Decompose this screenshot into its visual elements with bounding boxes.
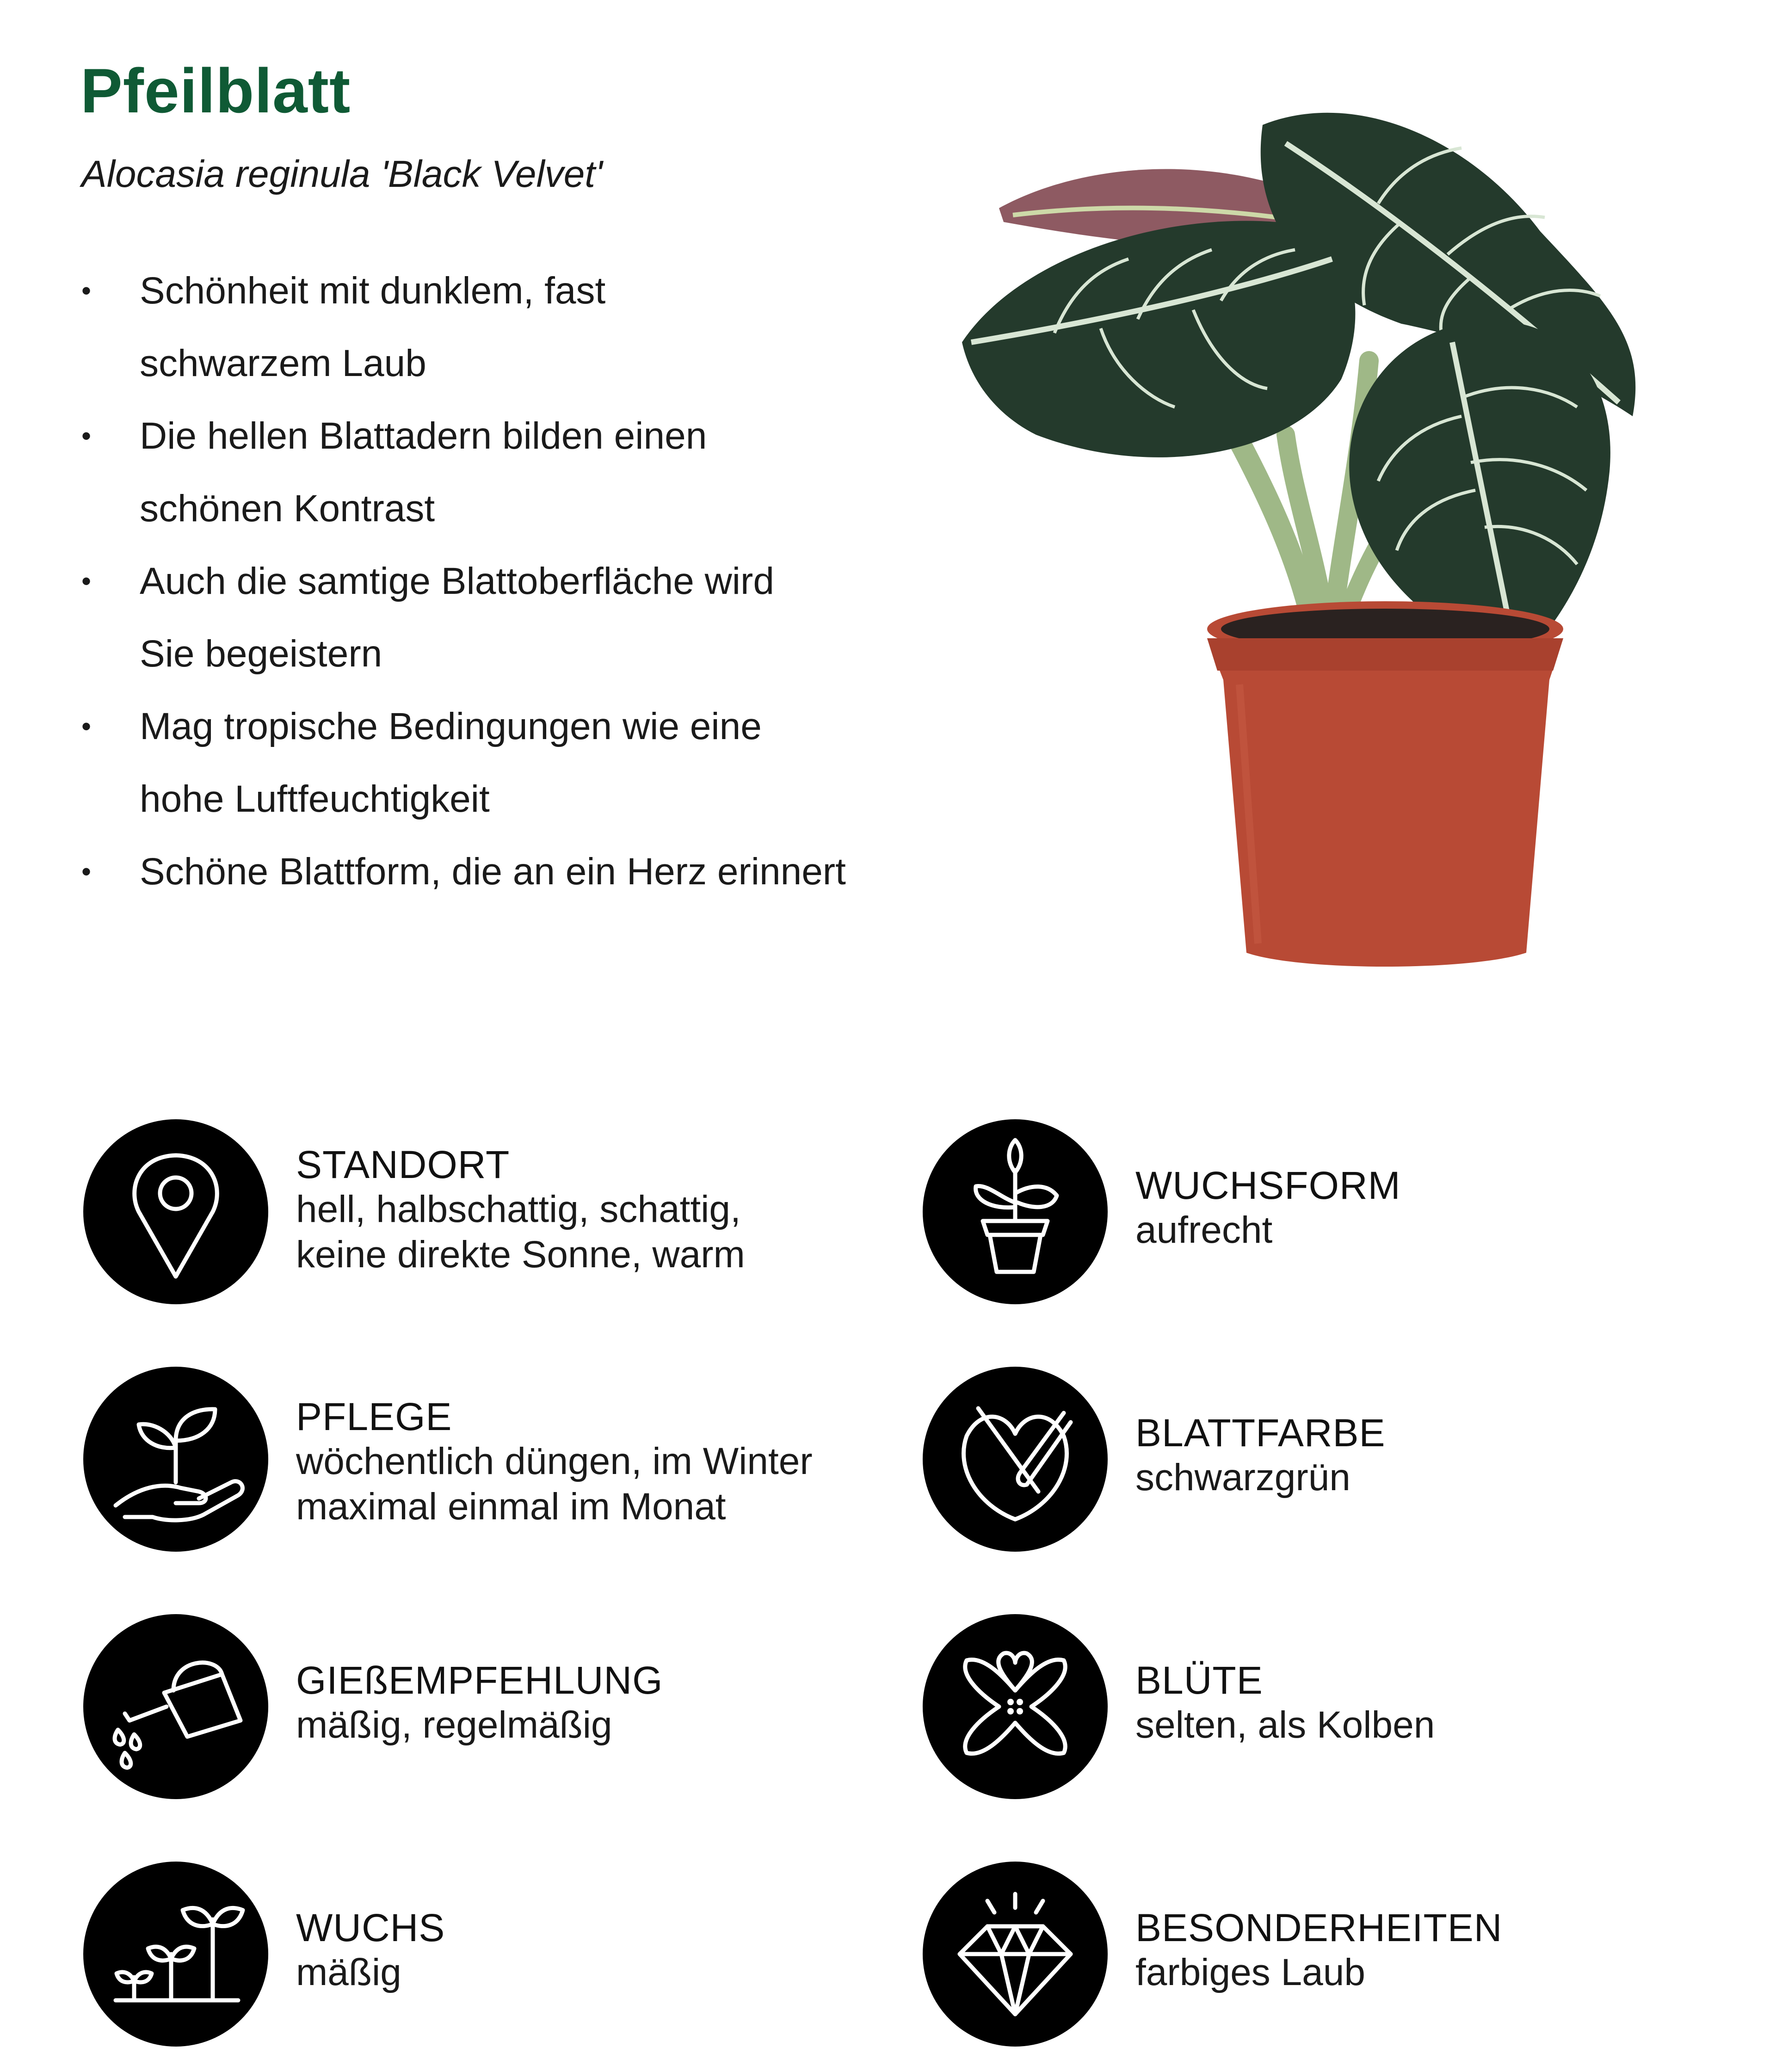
list-item bbox=[81, 835, 895, 908]
plant-product-image bbox=[962, 83, 1665, 980]
feature-bullet-list bbox=[81, 254, 895, 908]
feature-value: schwarzgrün bbox=[1135, 1456, 1350, 1498]
botanical-name: Alocasia reginula 'Black Velvet' bbox=[81, 153, 603, 195]
sprouts-icon bbox=[83, 1862, 268, 2047]
bullet-text-line: Sie begeistern bbox=[140, 633, 382, 675]
bullet-icon: • bbox=[81, 275, 92, 306]
list-item bbox=[81, 400, 895, 545]
feature-label: WUCHS bbox=[296, 1906, 445, 1949]
flower-icon bbox=[923, 1614, 1108, 1799]
bullet-text-line: Die hellen Blattadern bilden einen bbox=[140, 415, 707, 457]
feature-label: BLÜTE bbox=[1135, 1659, 1263, 1702]
location-pin-icon bbox=[83, 1119, 268, 1304]
hand-seedling-icon bbox=[83, 1367, 268, 1552]
feature-value: mäßig, regelmäßig bbox=[296, 1704, 612, 1746]
feature-label: BLATTFARBE bbox=[1135, 1411, 1386, 1455]
leaf-brush-icon bbox=[923, 1367, 1108, 1552]
diamond-icon bbox=[923, 1862, 1108, 2047]
bullet-icon: • bbox=[81, 420, 92, 451]
bullet-icon: • bbox=[81, 856, 92, 887]
bullet-text-line: schwarzem Laub bbox=[140, 342, 426, 384]
dark-leaf-left bbox=[962, 221, 1355, 457]
list-item bbox=[81, 254, 895, 400]
bullet-text-line: Auch die samtige Blattoberfläche wird bbox=[140, 560, 774, 602]
potted-plant-icon bbox=[923, 1119, 1108, 1304]
feature-value: aufrecht bbox=[1135, 1209, 1273, 1251]
feature-value: hell, halbschattig, schattig, bbox=[296, 1188, 741, 1230]
feature-value: wöchentlich düngen, im Winter bbox=[296, 1440, 813, 1482]
feature-label: PFLEGE bbox=[296, 1395, 452, 1438]
flower-pot bbox=[1207, 601, 1563, 967]
feature-value: maximal einmal im Monat bbox=[296, 1486, 726, 1528]
feature-label: GIEßEMPFEHLUNG bbox=[296, 1659, 663, 1702]
feature-label: STANDORT bbox=[296, 1143, 510, 1186]
bullet-text-line: Schönheit mit dunklem, fast bbox=[140, 270, 606, 312]
feature-value: keine direkte Sonne, warm bbox=[296, 1233, 745, 1276]
feature-label: BESONDERHEITEN bbox=[1135, 1906, 1503, 1949]
bullet-text-line: schönen Kontrast bbox=[140, 487, 435, 530]
bullet-text-line: Schöne Blattform, die an ein Herz erinnert bbox=[140, 851, 846, 893]
bullet-icon: • bbox=[81, 566, 92, 597]
feature-value: mäßig bbox=[296, 1951, 401, 1993]
feature-value: selten, als Kolben bbox=[1135, 1704, 1435, 1746]
feature-value: farbiges Laub bbox=[1135, 1951, 1365, 1993]
bullet-text-line: Mag tropische Bedingungen wie eine bbox=[140, 705, 762, 747]
bullet-icon: • bbox=[81, 711, 92, 742]
bullet-text-line: hohe Luftfeuchtigkeit bbox=[140, 778, 490, 820]
list-item bbox=[81, 690, 895, 835]
feature-label: WUCHSFORM bbox=[1135, 1164, 1401, 1207]
page-title: Pfeilblatt bbox=[80, 56, 351, 126]
list-item bbox=[81, 545, 895, 690]
watering-can-icon bbox=[83, 1614, 268, 1799]
